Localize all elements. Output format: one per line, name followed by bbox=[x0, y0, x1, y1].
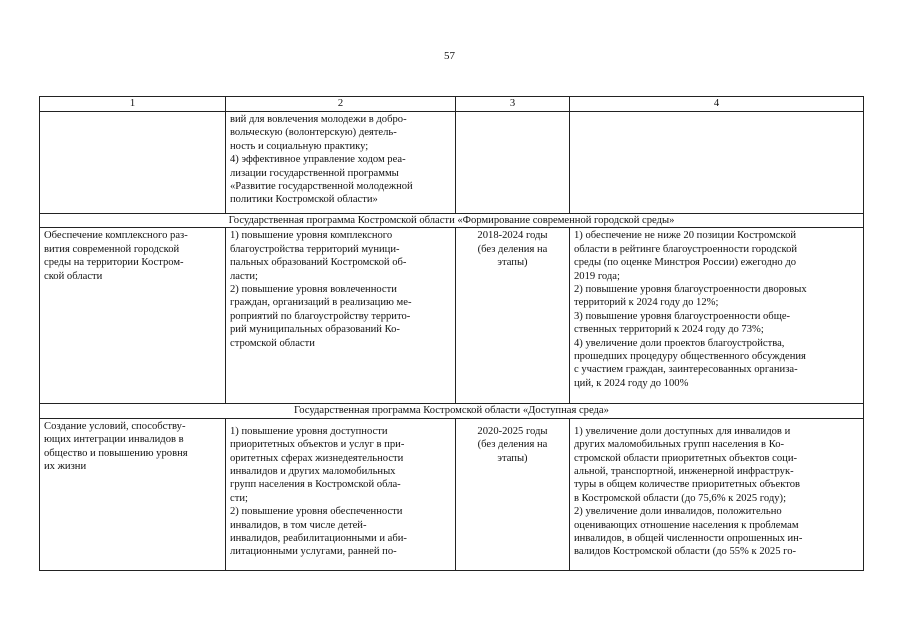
results-cell bbox=[570, 228, 864, 404]
tasks-cell bbox=[226, 228, 456, 404]
text-line: 1) повышение уровня комплексного bbox=[230, 230, 393, 242]
text-line: лизации государственной программы bbox=[230, 167, 399, 179]
section-row bbox=[40, 214, 864, 228]
text-line: групп населения в Костромской обла- bbox=[230, 479, 401, 491]
text-line: приоритетных объектов и услуг в при- bbox=[230, 439, 405, 451]
text-line: ность и социальную практику; bbox=[230, 140, 369, 152]
text-line: ций, к 2024 году до 100% bbox=[574, 377, 689, 389]
text-line: инвалидов и других маломобильных bbox=[230, 466, 396, 478]
text-line: ственных территорий к 2024 году до 73%; bbox=[574, 324, 764, 336]
text-line: среды на территории Костром- bbox=[44, 257, 184, 269]
text-line: их жизни bbox=[44, 461, 87, 473]
text-line: туры в общем количестве приоритетных объектов bbox=[574, 479, 801, 491]
column-header: 1 bbox=[40, 97, 226, 112]
text-line: политики Костромской области» bbox=[230, 194, 378, 206]
text-line: инвалидов, в том числе детей- bbox=[230, 519, 367, 531]
text-line: 2) повышение уровня благоустроенности дворовых bbox=[574, 284, 807, 296]
text-line: ской области bbox=[44, 270, 103, 282]
text-line: оценивающих отношение населения к проблемам bbox=[574, 519, 799, 531]
text-line: благоустройства территорий муници- bbox=[230, 243, 400, 255]
objective-cell bbox=[40, 418, 226, 570]
text-line: общество и повышению уровня bbox=[44, 447, 188, 459]
text-line: этапы) bbox=[497, 452, 528, 464]
text-line: территорий к 2024 году до 12%; bbox=[574, 297, 719, 309]
text-line: стромской области приоритетных объектов соци- bbox=[574, 452, 798, 464]
text-line: этапы) bbox=[497, 257, 528, 269]
text-line: 2) повышение уровня обеспеченности bbox=[230, 506, 403, 518]
text-line: 2) повышение уровня вовлеченности bbox=[230, 284, 397, 296]
text-line: Создание условий, способству- bbox=[44, 420, 186, 432]
text-line: вий для вовлечения молодежи в добро- bbox=[230, 114, 407, 125]
section-title: Государственная программа Костромской области «Доступная среда» bbox=[40, 404, 864, 418]
text-line: 1) обеспечение не ниже 20 позиции Костромской bbox=[574, 230, 797, 242]
text-line: альной, транспортной, инженерной инфраструк- bbox=[574, 466, 794, 478]
column-header: 3 bbox=[456, 97, 570, 112]
table-cell bbox=[226, 112, 456, 214]
text-line: валидов Костромской области (до 55% к 2025 го- bbox=[574, 546, 797, 558]
text-line: 4) эффективное управление ходом реа- bbox=[230, 154, 406, 166]
text-line: Обеспечение комплексного раз- bbox=[44, 230, 188, 242]
table-header-row bbox=[40, 97, 864, 112]
text-line: с участием граждан, заинтересованных организа- bbox=[574, 364, 798, 376]
section-row bbox=[40, 404, 864, 418]
text-line: ласти; bbox=[230, 270, 258, 282]
text-line: сти; bbox=[230, 492, 248, 504]
table-cell bbox=[570, 112, 864, 214]
program-table bbox=[39, 96, 864, 571]
table-row bbox=[40, 112, 864, 214]
tasks-cell bbox=[226, 418, 456, 570]
text-line: среды (по оценке Минстроя России) ежегодно до bbox=[574, 257, 797, 269]
text-line: (без деления на bbox=[477, 243, 548, 255]
section-title: Государственная программа Костромской области «Формирование современной городской среды» bbox=[40, 214, 864, 228]
column-header: 4 bbox=[570, 97, 864, 112]
text-line: 2019 года; bbox=[574, 270, 620, 282]
text-line: 2018-2024 годы bbox=[477, 230, 548, 242]
text-line: ющих интеграции инвалидов в bbox=[44, 434, 184, 446]
text-line: роприятий по благоустройству террито- bbox=[230, 310, 411, 322]
objective-cell bbox=[40, 228, 226, 404]
period-cell bbox=[456, 228, 570, 404]
text-line: литационными услугами, ранней по- bbox=[230, 546, 397, 558]
text-line: граждан, организаций в реализацию ме- bbox=[230, 297, 412, 309]
text-line: (без деления на bbox=[477, 439, 548, 451]
table-cell bbox=[456, 112, 570, 214]
text-line: 1) повышение уровня доступности bbox=[230, 425, 388, 437]
text-line: вития современной городской bbox=[44, 243, 180, 255]
text-line: инвалидов, реабилитационными и аби- bbox=[230, 533, 407, 545]
text-line: 1) увеличение доли доступных для инвалидов и bbox=[574, 425, 791, 437]
text-line: пальных образований Костромской об- bbox=[230, 257, 407, 269]
table-cell bbox=[40, 112, 226, 214]
table-row bbox=[40, 228, 864, 404]
text-line: 2) увеличение доли инвалидов, положительно bbox=[574, 506, 782, 518]
period-cell bbox=[456, 418, 570, 570]
text-line: 3) повышение уровня благоустроенности обще- bbox=[574, 310, 791, 322]
text-line: вольческую (волонтерскую) деятель- bbox=[230, 127, 397, 139]
page-number: 57 bbox=[444, 50, 455, 62]
text-line: 4) увеличение доли проектов благоустройства, bbox=[574, 337, 785, 349]
text-line: в Костромской области (до 75,6% к 2025 году); bbox=[574, 492, 787, 504]
text-line: других маломобильных групп населения в Ко- bbox=[574, 439, 785, 451]
text-line: инвалидов, в общей численности опрошенных ин- bbox=[574, 533, 803, 545]
text-line: стромской области bbox=[230, 337, 315, 349]
text-line: «Развитие государственной молодежной bbox=[230, 181, 413, 193]
text-line: оритетных сферах жизнедеятельности bbox=[230, 452, 404, 464]
results-cell bbox=[570, 418, 864, 570]
text-line: области в рейтинге благоустроенности городской bbox=[574, 243, 798, 255]
column-header: 2 bbox=[226, 97, 456, 112]
table-row bbox=[40, 418, 864, 570]
text-line: рий муниципальных образований Ко- bbox=[230, 324, 400, 336]
text-line: прошедших процедуру общественного обсуждения bbox=[574, 351, 806, 363]
text-line: 2020-2025 годы bbox=[477, 425, 548, 437]
